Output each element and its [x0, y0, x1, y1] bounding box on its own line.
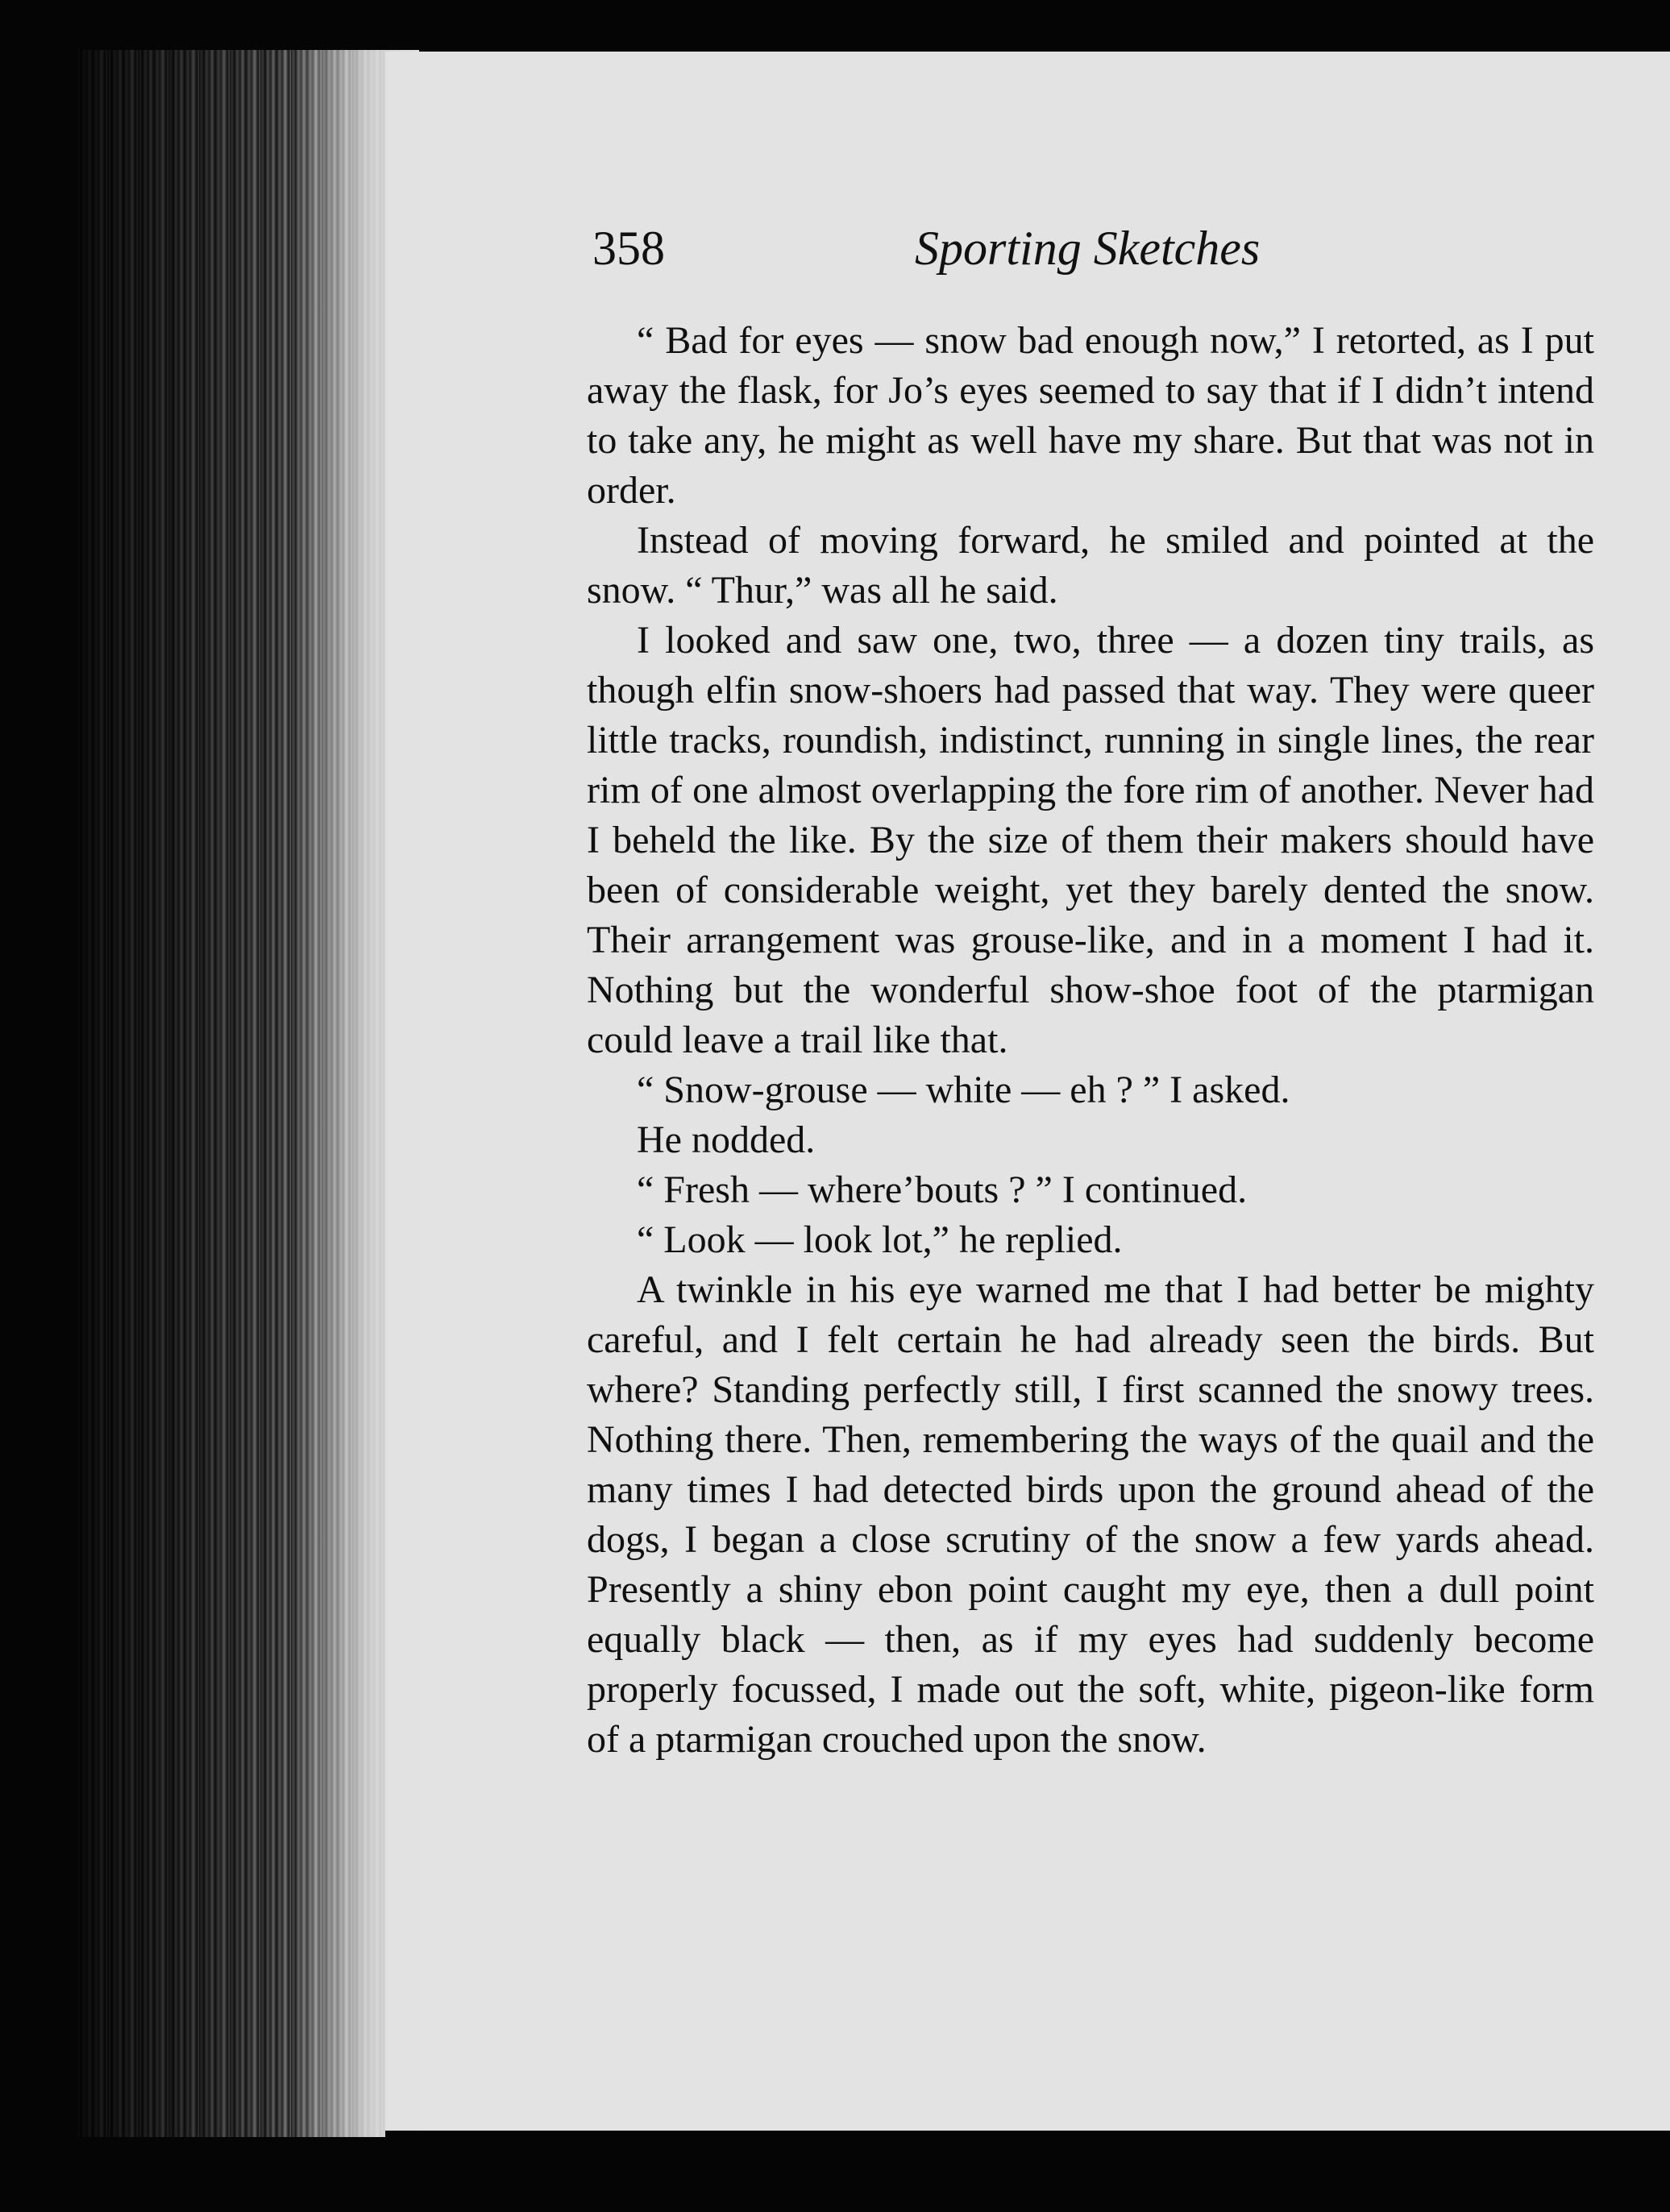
paragraph: A twinkle in his eye warned me that I had better be mighty careful, and I felt certain he had already seen the birds. But where? Standing perfectly still, I first scanned the snowy trees. Nothing there. Then, remembering the ways of the quail and the many times I had detected birds upon the ground ahead of the dogs, I began a close scrutiny of the snow a few yards ahead. Presently a shiny ebon point caught my eye, then a dull point equally black — then, as if my eyes had suddenly become properly focussed, I made out the soft, white, pigeon-like form of a ptarmigan crouched upon the snow.	[587, 1268, 1594, 1761]
running-title: Sporting Sketches	[915, 222, 1261, 275]
gutter-shadow	[290, 50, 419, 2137]
paragraph: Instead of moving forward, he smiled and pointed at the snow. “ Thur,” was all he said.	[587, 519, 1594, 612]
running-header	[592, 216, 1584, 280]
page-number: 358	[592, 222, 665, 275]
body-text	[587, 316, 1594, 1765]
bottom-shadow	[385, 2131, 1670, 2212]
paragraph: “ Look — look lot,” he replied.	[637, 1218, 1123, 1261]
paragraph: “ Bad for eyes — snow bad enough now,” I retorted, as I put away the flask, for Jo’s eyes seemed to say that if I didn’t intend to take any, he might as well have my share. But that was not in order.	[587, 319, 1594, 512]
paragraph: He nodded.	[637, 1118, 816, 1161]
paragraph: “ Snow-grouse — white — eh ? ” I asked.	[637, 1069, 1290, 1111]
paragraph: “ Fresh — where’bouts ? ” I continued.	[637, 1168, 1248, 1211]
paragraph: I looked and saw one, two, three — a dozen tiny trails, as though elfin snow-shoers had passed that way. They were queer little tracks, roundish, indistinct, running in single lines, the rear rim of one almost overlapping the fore rim of another. Never had I beheld the like. By the size of them their makers should have been of considerable weight, yet they barely dented the snow. Their arrangement was grouse-like, and in a moment I had it. Nothing but the wonderful show-shoe foot of the ptarmigan could leave a trail like that.	[587, 619, 1594, 1061]
